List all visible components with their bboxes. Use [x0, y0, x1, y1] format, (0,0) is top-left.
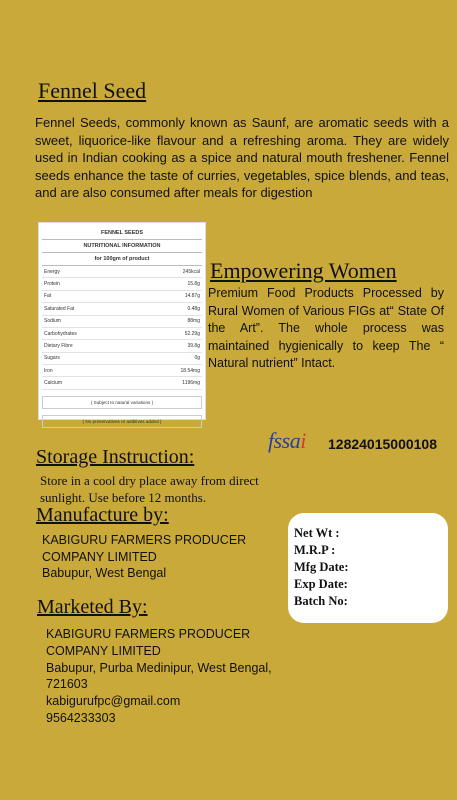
- nutrition-note: ( Subject to natural variations ): [42, 396, 202, 409]
- batch-number-label: Batch No:: [294, 594, 348, 608]
- exp-date-label: Exp Date:: [294, 577, 348, 591]
- nutrition-row: Dietary Fibre 39.8g: [42, 340, 202, 352]
- net-weight-label: Net Wt :: [294, 526, 340, 540]
- nutrition-row: Saturated Fat 0.48g: [42, 303, 202, 315]
- nutrition-table: [38, 222, 206, 424]
- manufacture-address: KABIGURU FARMERS PRODUCER COMPANY LIMITED Babupur, West Bengal: [42, 533, 247, 580]
- nutrition-row: Iron 18.54mg: [42, 365, 202, 377]
- product-description: Fennel Seeds, commonly known as Saunf, are aromatic seeds with a sweet, liquorice-like flavour and a refreshing aroma. They are widely used in Indian cooking as a spice and natural mouth freshener. Fennel seeds enhance the taste of curries, vegetables, spice blends, and teas, and are also consumed after meals for digestion: [35, 115, 449, 200]
- nutrition-row: Protein 15.8g: [42, 278, 202, 290]
- marketed-address: KABIGURU FARMERS PRODUCER COMPANY LIMITED Babupur, Purba Medinipur, West Bengal, 721603 kabigurufpc@gmail.com 9564233303: [46, 626, 316, 727]
- manufacture-title: Manufacture by:: [36, 504, 169, 526]
- storage-text: Store in a cool dry place away from direct sunlight. Use before 12 months.: [40, 473, 259, 505]
- mrp-label: M.R.P :: [294, 543, 336, 557]
- email: kabigurufpc@gmail.com: [46, 694, 181, 709]
- nutrition-heading: FENNEL SEEDS: [42, 227, 202, 240]
- nutrition-subheading: NUTRITIONAL INFORMATION: [42, 240, 202, 253]
- nutrition-row: Sodium 88mg: [42, 316, 202, 328]
- nutrition-row: Fat 14.87g: [42, 291, 202, 303]
- product-details-box: [288, 513, 448, 623]
- empowering-title: Empowering Women: [210, 258, 397, 283]
- marketed-title: Marketed By:: [37, 596, 148, 618]
- storage-title: Storage Instruction:: [36, 446, 195, 468]
- phone: 9564233303: [46, 710, 116, 725]
- page-title: Fennel Seed: [38, 78, 147, 103]
- nutrition-row: Carbohydrates 52.29g: [42, 328, 202, 340]
- nutrition-note: ( No preservatives or additives added ): [42, 415, 202, 428]
- nutrition-row: Energy 245kcal: [42, 266, 202, 278]
- mfg-date-label: Mfg Date:: [294, 560, 349, 574]
- fssai-logo: fssai: [268, 428, 306, 453]
- nutrition-row: Sugars 0g: [42, 353, 202, 365]
- fssai-license-number: 12824015000108: [328, 436, 438, 452]
- empowering-text: Premium Food Products Processed by Rural Women of Various FIGs at“ State Of the Art”. The whole process was maintained hygienically to keep The “ Natural nutrient” Intact.: [208, 286, 444, 370]
- nutrition-basis: for 100gm of product: [42, 253, 202, 266]
- nutrition-row: Calcium 1196mg: [42, 377, 202, 389]
